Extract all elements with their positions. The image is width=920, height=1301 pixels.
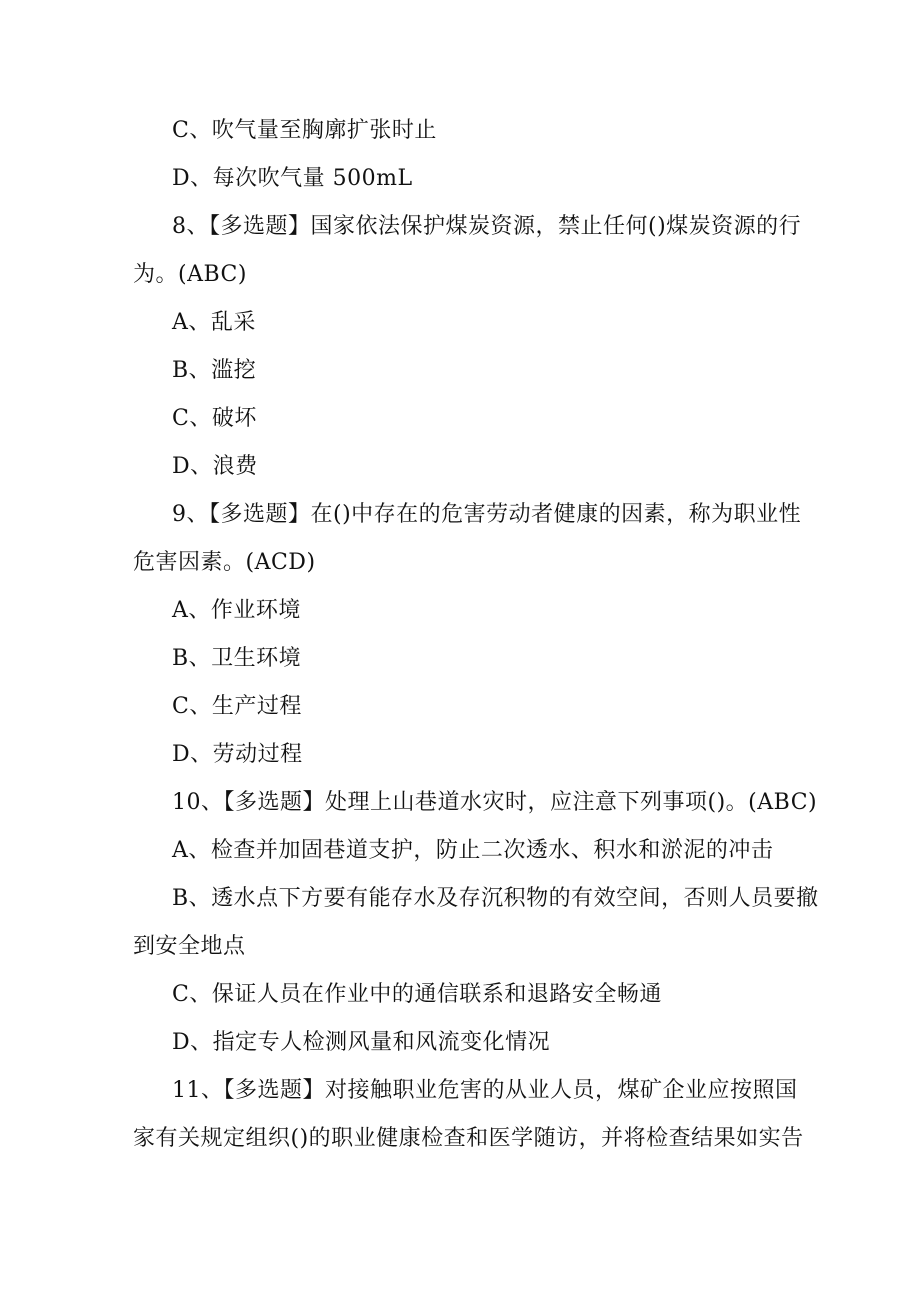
text-line: D、每次吹气量 500mL [172, 166, 413, 191]
text-line: A、检查并加固巷道支护，防止二次透水、积水和淤泥的冲击 [172, 838, 774, 863]
text-line: 9、【多选题】在()中存在的危害劳动者健康的因素，称为职业性 [172, 502, 802, 527]
text-line: 11、【多选题】对接触职业危害的从业人员，煤矿企业应按照国 [172, 1078, 798, 1103]
text-line: 8、【多选题】国家依法保护煤炭资源，禁止任何()煤炭资源的行 [172, 214, 802, 239]
text-line: B、滥挖 [172, 358, 257, 383]
text-line: C、吹气量至胸廓扩张时止 [172, 118, 437, 143]
text-line: A、作业环境 [172, 598, 301, 623]
text-line: A、乱采 [172, 310, 256, 335]
text-line: 为。(ABC) [133, 262, 247, 287]
text-line: 到安全地点 [133, 934, 246, 959]
text-line: B、卫生环境 [172, 646, 302, 671]
text-line: 10、【多选题】处理上山巷道水灾时，应注意下列事项()。(ABC) [172, 790, 818, 815]
text-line: C、生产过程 [172, 694, 302, 719]
text-line: D、指定专人检测风量和风流变化情况 [172, 1030, 551, 1055]
text-line: C、保证人员在作业中的通信联系和退路安全畅通 [172, 982, 662, 1007]
text-line: B、透水点下方要有能存水及存沉积物的有效空间，否则人员要撤 [172, 886, 819, 911]
text-line: C、破坏 [172, 406, 257, 431]
text-line: 危害因素。(ACD) [133, 550, 316, 575]
text-line: D、浪费 [172, 454, 258, 479]
text-line: D、劳动过程 [172, 742, 303, 767]
text-line: 家有关规定组织()的职业健康检查和医学随访，并将检查结果如实告 [133, 1126, 804, 1151]
